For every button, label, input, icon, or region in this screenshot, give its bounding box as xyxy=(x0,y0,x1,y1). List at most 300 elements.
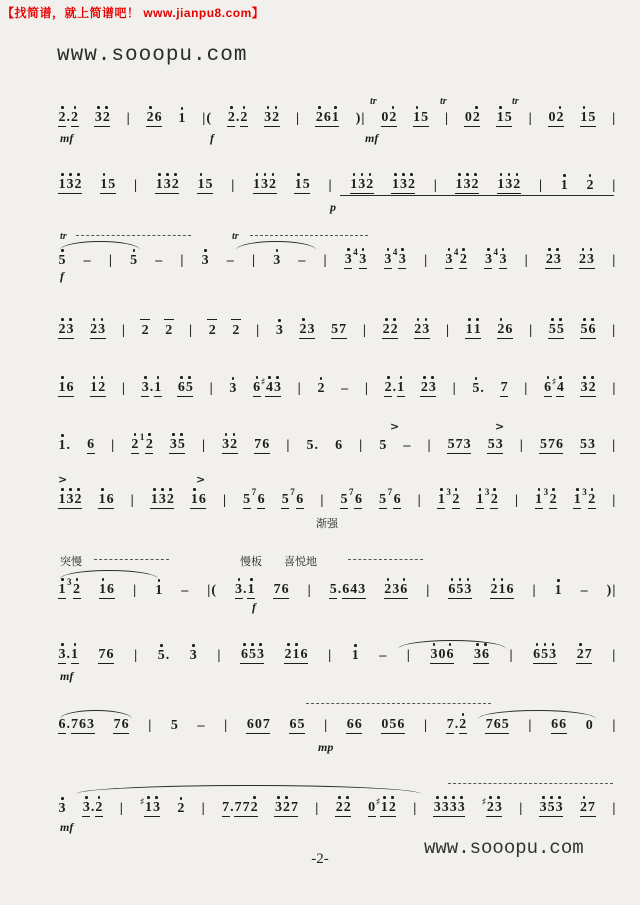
ornament-line xyxy=(94,559,169,560)
note-token xyxy=(612,718,616,734)
note-token xyxy=(350,177,374,194)
note-char: 3 xyxy=(163,177,171,192)
note-char: | xyxy=(201,801,205,816)
note-token xyxy=(585,718,593,734)
note-char: – xyxy=(580,583,588,598)
note-char: 3 xyxy=(307,322,315,337)
note-token xyxy=(447,437,471,454)
note-char: 2 xyxy=(131,437,139,452)
note-token xyxy=(545,252,561,269)
note-char: | xyxy=(328,648,332,663)
note-char: . xyxy=(66,110,70,125)
note-char: | xyxy=(424,253,428,268)
note-token xyxy=(188,323,192,339)
note-token xyxy=(99,582,115,599)
note-char: | xyxy=(108,253,112,268)
note-char: 1 xyxy=(580,110,588,125)
note-char: | xyxy=(452,381,456,396)
note-char: 3 xyxy=(152,800,160,815)
note-char: 6 xyxy=(393,492,401,507)
music-system-7 xyxy=(58,473,616,530)
note-char: | xyxy=(612,583,616,598)
note-char: | xyxy=(413,801,417,816)
note-token xyxy=(580,380,596,397)
slur-arc xyxy=(76,785,421,794)
crescendo-line xyxy=(340,195,614,196)
note-char: 6 xyxy=(154,110,162,125)
note-char: – xyxy=(403,438,411,453)
note-token xyxy=(226,253,234,269)
note-char: 7 xyxy=(98,647,106,662)
note-token xyxy=(612,648,616,664)
note-token xyxy=(189,648,197,664)
note-token xyxy=(98,492,114,509)
note-char: 2 xyxy=(452,492,460,507)
note-token xyxy=(217,648,221,664)
note-char: 1 xyxy=(351,648,359,663)
note-char: 2 xyxy=(95,800,103,815)
note-token xyxy=(445,247,468,269)
note-token xyxy=(222,493,226,509)
note-token xyxy=(384,247,407,269)
note-char: | xyxy=(148,718,152,733)
note-char: 6 xyxy=(240,647,248,662)
music-system-10 xyxy=(58,705,616,753)
note-char: 5 xyxy=(185,380,193,395)
note-token xyxy=(414,322,430,339)
note-token xyxy=(157,648,170,664)
note-token xyxy=(406,648,410,664)
note-char: 1 xyxy=(90,380,98,395)
note-char: 2 xyxy=(227,110,235,125)
note-char: 3 xyxy=(229,381,237,396)
note-token xyxy=(254,437,270,454)
note-char: 6 xyxy=(481,647,489,662)
note-char: 4 xyxy=(556,380,564,395)
note-token xyxy=(208,323,216,339)
note-token xyxy=(500,380,508,397)
note-char: 0 xyxy=(585,718,593,733)
note-token xyxy=(538,178,542,194)
note-char: 3 xyxy=(189,648,197,663)
note-char: 2 xyxy=(545,252,553,267)
note-char: . xyxy=(454,717,459,732)
note-char: 1 xyxy=(58,380,66,395)
note-token xyxy=(119,801,123,817)
note-char: . xyxy=(230,800,234,815)
note-char: 5 xyxy=(205,177,213,192)
note-char: . xyxy=(235,110,240,125)
note-char: 5 xyxy=(157,648,165,663)
note-token xyxy=(606,583,616,599)
note-char: 5 xyxy=(281,492,289,507)
note-char: 6 xyxy=(555,437,563,452)
note-char: 1 xyxy=(58,582,66,597)
note-token xyxy=(580,800,596,817)
note-char: 2 xyxy=(382,322,390,337)
note-token xyxy=(90,380,106,397)
note-token xyxy=(413,801,417,817)
note-char: 2 xyxy=(390,322,398,337)
note-char: 7 xyxy=(455,437,463,452)
sharp-sign: ♯ xyxy=(481,797,487,808)
note-token xyxy=(140,797,161,817)
note-char: 3 xyxy=(588,437,596,452)
trill-mark: tr xyxy=(60,231,67,242)
note-char: 6 xyxy=(121,717,129,732)
note-token xyxy=(586,178,594,194)
trill-mark: tr xyxy=(440,96,447,107)
dynamic-marking: mf xyxy=(60,820,74,834)
note-char: 6 xyxy=(253,380,261,395)
note-token xyxy=(490,582,514,599)
note-token xyxy=(243,487,266,509)
note-char: | xyxy=(133,178,138,193)
note-char: 0 xyxy=(548,110,556,125)
note-char: 1 xyxy=(413,110,421,125)
note-token xyxy=(275,323,283,339)
note-char: | xyxy=(524,381,528,396)
note-char: 5 xyxy=(504,110,512,125)
note-char: 2 xyxy=(549,492,557,507)
note-token xyxy=(273,582,289,599)
jianpu8-promo-banner: 【找简谱，就上简谱吧！ www.jianpu8.com】 xyxy=(2,6,265,20)
note-char: 5 xyxy=(379,438,387,453)
grace-note: 7 xyxy=(290,487,295,497)
note-char: | xyxy=(364,381,368,396)
note-token xyxy=(381,110,397,127)
dynamic-marking: f xyxy=(60,269,64,283)
note-token xyxy=(130,253,138,269)
note-char: | xyxy=(612,801,616,816)
note-char: 6 xyxy=(262,437,270,452)
slur-arc xyxy=(60,710,132,719)
note-char: | xyxy=(538,178,543,193)
slur-arc xyxy=(478,710,596,719)
note-token xyxy=(315,110,339,127)
slur-arc xyxy=(60,241,140,250)
note-token xyxy=(473,647,489,664)
note-token xyxy=(58,717,95,734)
note-char: . xyxy=(243,582,247,597)
note-char: 6 xyxy=(505,322,513,337)
note-char: 3 xyxy=(555,800,563,815)
note-char: – xyxy=(83,253,91,268)
note-char: 2 xyxy=(420,380,428,395)
note-token xyxy=(294,177,310,194)
note-char: 2 xyxy=(74,492,82,507)
note-char: 1 xyxy=(380,800,388,815)
note-char: ( xyxy=(206,111,211,126)
note-char: 0 xyxy=(464,110,472,125)
note-char: 2 xyxy=(269,177,276,192)
note-char: | xyxy=(323,253,327,268)
note-token xyxy=(298,253,306,269)
note-token xyxy=(222,437,238,454)
note-char: 3 xyxy=(66,492,74,507)
note-token xyxy=(180,253,184,269)
note-token xyxy=(379,648,387,664)
note-char: 3 xyxy=(580,380,588,395)
ornament-line xyxy=(76,235,191,236)
note-char: | xyxy=(256,323,260,338)
note-token xyxy=(58,492,82,509)
note-char: 3 xyxy=(445,252,453,267)
note-token xyxy=(130,493,134,509)
note-char: | xyxy=(444,111,449,126)
note-token xyxy=(514,493,518,509)
note-token xyxy=(355,111,365,127)
dynamic-marking: f xyxy=(210,131,214,145)
note-char: 2 xyxy=(579,252,587,267)
notation-row xyxy=(58,247,616,269)
note-char: | xyxy=(126,111,130,126)
dynamic-marking: mf xyxy=(60,131,74,145)
note-token xyxy=(197,177,213,194)
note-char: | xyxy=(324,718,328,733)
note-token xyxy=(190,492,206,509)
note-token xyxy=(430,647,454,664)
note-char: | xyxy=(514,493,519,508)
note-token xyxy=(181,583,189,599)
note-token xyxy=(232,323,240,339)
note-char: 4 xyxy=(265,380,273,395)
note-token xyxy=(331,322,347,339)
note-token xyxy=(108,253,112,269)
note-token xyxy=(273,253,281,269)
notation-row xyxy=(58,110,616,127)
note-char: 1 xyxy=(178,111,186,126)
notation-row xyxy=(58,487,616,509)
note-char: 1 xyxy=(535,492,543,507)
note-token xyxy=(58,577,81,599)
note-char: 1 xyxy=(292,647,300,662)
slur-arc xyxy=(398,640,506,649)
note-char: . xyxy=(392,380,397,395)
note-char: | xyxy=(180,253,184,268)
note-char: 1 xyxy=(331,110,339,125)
note-char: 7 xyxy=(485,717,493,732)
note-char: 5 xyxy=(302,177,310,192)
accent-mark: > xyxy=(196,473,206,486)
note-token xyxy=(384,380,405,397)
note-char: | xyxy=(251,253,256,268)
note-char: | xyxy=(529,323,533,338)
note-char: 4 xyxy=(350,582,358,597)
note-char: 2 xyxy=(576,647,584,662)
note-token xyxy=(121,323,125,339)
note-token xyxy=(612,438,616,454)
note-token xyxy=(484,247,507,269)
note-char: 2 xyxy=(388,800,396,815)
music-system-1 xyxy=(58,98,616,146)
notation-row xyxy=(58,647,616,664)
note-char: 1 xyxy=(253,177,260,192)
note-token xyxy=(485,717,509,734)
note-token xyxy=(306,438,319,454)
sharp-sign: ♯ xyxy=(375,797,381,808)
note-char: 2 xyxy=(414,322,422,337)
note-token xyxy=(448,582,472,599)
note-char: 2 xyxy=(58,322,66,337)
note-char: 2 xyxy=(166,492,174,507)
note-token xyxy=(496,110,512,127)
note-char: 2 xyxy=(232,323,240,338)
note-char: 1 xyxy=(58,438,66,453)
note-token xyxy=(612,253,616,269)
note-token xyxy=(524,253,528,269)
note-token xyxy=(579,252,595,269)
music-system-5 xyxy=(58,365,616,413)
note-char: | xyxy=(202,111,206,126)
note-token xyxy=(391,177,415,194)
note-token xyxy=(207,583,217,599)
note-token xyxy=(170,718,178,734)
note-token xyxy=(444,111,448,127)
note-token xyxy=(307,583,311,599)
note-token xyxy=(222,800,259,817)
note-token xyxy=(509,648,513,664)
note-char: 5 xyxy=(108,177,116,192)
note-char: 3 xyxy=(222,437,230,452)
note-char: 2 xyxy=(250,800,258,815)
note-token xyxy=(90,322,106,339)
note-char: | xyxy=(222,493,227,508)
note-char: 7 xyxy=(222,800,230,815)
note-char: 6 xyxy=(354,492,362,507)
note-char: . xyxy=(90,800,95,815)
note-char: 5 xyxy=(548,322,556,337)
note-token xyxy=(433,178,437,194)
note-char: 3 xyxy=(457,800,465,815)
note-char: | xyxy=(207,583,211,598)
note-token xyxy=(335,438,343,454)
note-char: | xyxy=(134,648,138,663)
note-char: 2 xyxy=(490,492,498,507)
note-token xyxy=(580,437,596,454)
note-char: 6 xyxy=(281,582,289,597)
grace-note: 3 xyxy=(446,487,451,497)
note-token xyxy=(580,322,596,339)
note-token xyxy=(612,111,616,127)
note-char: 2 xyxy=(74,177,82,192)
notation-row xyxy=(58,797,616,817)
note-char: 0 xyxy=(381,110,389,125)
note-char: 3 xyxy=(66,177,74,192)
note-char: 3 xyxy=(201,253,209,268)
note-token xyxy=(286,438,290,454)
sharp-sign: ♯ xyxy=(260,377,266,388)
note-char: 6 xyxy=(300,647,308,662)
note-char: | xyxy=(361,111,365,126)
note-char: 3 xyxy=(495,437,503,452)
note-token xyxy=(320,493,324,509)
note-token xyxy=(284,647,308,664)
note-char: . xyxy=(66,438,70,453)
note-char: . xyxy=(337,582,342,597)
note-char: 2 xyxy=(497,322,505,337)
note-char: 5 xyxy=(588,110,596,125)
grace-note: 7 xyxy=(387,487,393,497)
note-char: 5 xyxy=(297,717,305,732)
note-char: | xyxy=(433,178,437,193)
note-token xyxy=(482,797,503,817)
note-char: | xyxy=(209,381,213,396)
note-char: 2 xyxy=(472,110,480,125)
note-token xyxy=(146,110,162,127)
note-char: 5 xyxy=(556,322,564,337)
note-token xyxy=(126,111,130,127)
grace-note: 4 xyxy=(493,247,498,257)
note-char: 3 xyxy=(398,252,406,267)
note-token xyxy=(359,438,363,454)
note-char: 2 xyxy=(73,582,80,597)
note-char: 3 xyxy=(87,717,94,732)
note-char: 2 xyxy=(471,177,479,192)
note-char: 1 xyxy=(391,177,399,192)
page-number: -2- xyxy=(311,851,329,867)
music-system-6 xyxy=(58,420,616,468)
note-token xyxy=(487,437,503,454)
note-token xyxy=(165,323,173,339)
note-char: | xyxy=(532,583,536,598)
note-char: | xyxy=(612,253,616,268)
note-token xyxy=(315,801,319,817)
note-char: 7 xyxy=(71,717,78,732)
note-token xyxy=(274,800,298,817)
note-token xyxy=(240,647,264,664)
note-char: | xyxy=(427,438,431,453)
note-char: 1 xyxy=(437,492,445,507)
note-char: 2 xyxy=(384,582,392,597)
note-char: | xyxy=(528,111,532,126)
note-char: | xyxy=(121,381,125,396)
dynamic-marking: mp xyxy=(318,740,334,754)
note-token xyxy=(94,110,110,127)
note-char: 2 xyxy=(141,323,149,338)
note-token xyxy=(427,438,431,454)
note-char: 2 xyxy=(208,323,216,338)
note-char: 5 xyxy=(421,110,429,125)
note-token xyxy=(113,717,129,734)
accent-mark: > xyxy=(390,420,400,433)
note-char: 1 xyxy=(560,178,568,193)
note-token xyxy=(403,438,411,454)
note-char: 5 xyxy=(472,381,480,396)
note-token xyxy=(612,178,616,194)
note-token xyxy=(58,177,82,194)
note-char: 6 xyxy=(106,647,114,662)
note-char: | xyxy=(295,111,300,126)
note-char: | xyxy=(519,801,523,816)
note-char: 3 xyxy=(449,800,457,815)
note-char: | xyxy=(188,323,193,338)
note-char: 1 xyxy=(58,492,66,507)
note-char: | xyxy=(417,493,421,508)
note-char: 2 xyxy=(335,800,343,815)
note-token xyxy=(612,493,616,509)
tempo-annotation: 喜悦地 xyxy=(284,555,317,568)
note-char: 2 xyxy=(177,801,185,816)
note-char: 2 xyxy=(407,177,415,192)
note-char: – xyxy=(341,381,349,396)
note-char: 1 xyxy=(294,177,302,192)
note-token xyxy=(328,178,332,194)
note-char: – xyxy=(155,253,163,268)
note-token xyxy=(224,718,228,734)
note-token xyxy=(476,487,499,509)
note-char: 3 xyxy=(359,252,367,267)
